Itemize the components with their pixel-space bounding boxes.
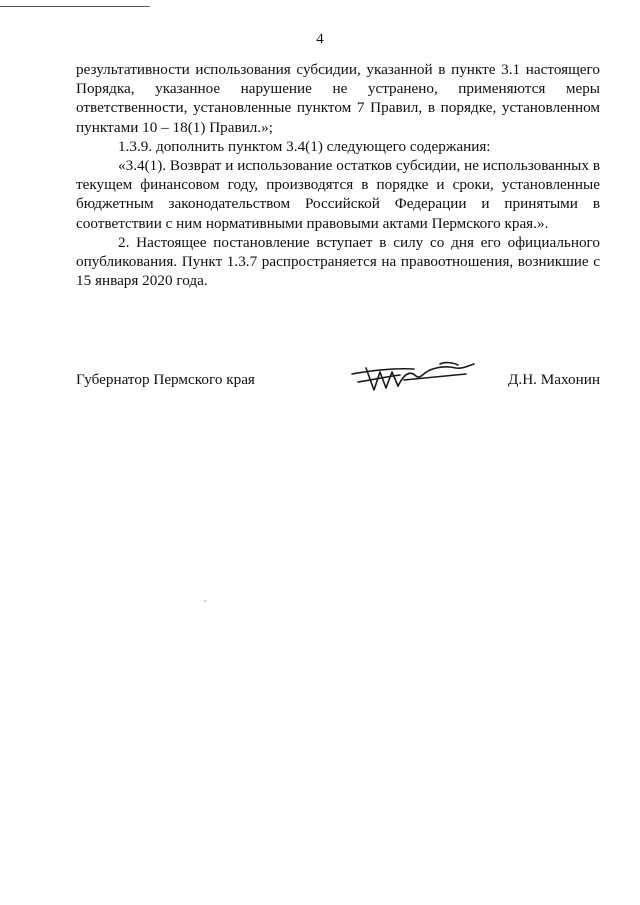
paragraph-continuation: результативности использования субсидии, указанной в пункте 3.1 настоящего Порядка, указанное нарушение не устранено, применяются меры ответственности, установленные пунктом 7 Правил, в порядке, установленном пунктами 10 – 18(1) Правил.»; (76, 61, 600, 136)
scan-speck (204, 600, 206, 602)
signatory-name: Д.Н. Махонин (508, 371, 600, 388)
paragraph-effective-date: 2. Настоящее постановление вступает в силу со дня его официального опубликования. Пункт 1.3.7 распространяется на правоотношения, возникшие с 15 января 2020 года. (76, 233, 600, 290)
document-body (76, 60, 600, 290)
paragraph-item-1-3-9: 1.3.9. дополнить пунктом 3.4(1) следующего содержания: (118, 137, 491, 155)
paragraph-item-3-4-1: «3.4(1). Возврат и использование остатков субсидии, не использованных в текущем финансовом году, производятся в порядке и сроки, установленные бюджетным законодательством Российской Федерации и принятыми в соответствии с ним нормативными правовыми актами Пермского края.». (76, 157, 600, 232)
signature-block (76, 360, 600, 400)
handwritten-signature (344, 360, 484, 396)
scan-edge-line (0, 6, 150, 7)
page-number: 4 (316, 31, 324, 47)
signatory-title: Губернатор Пермского края (76, 371, 255, 388)
